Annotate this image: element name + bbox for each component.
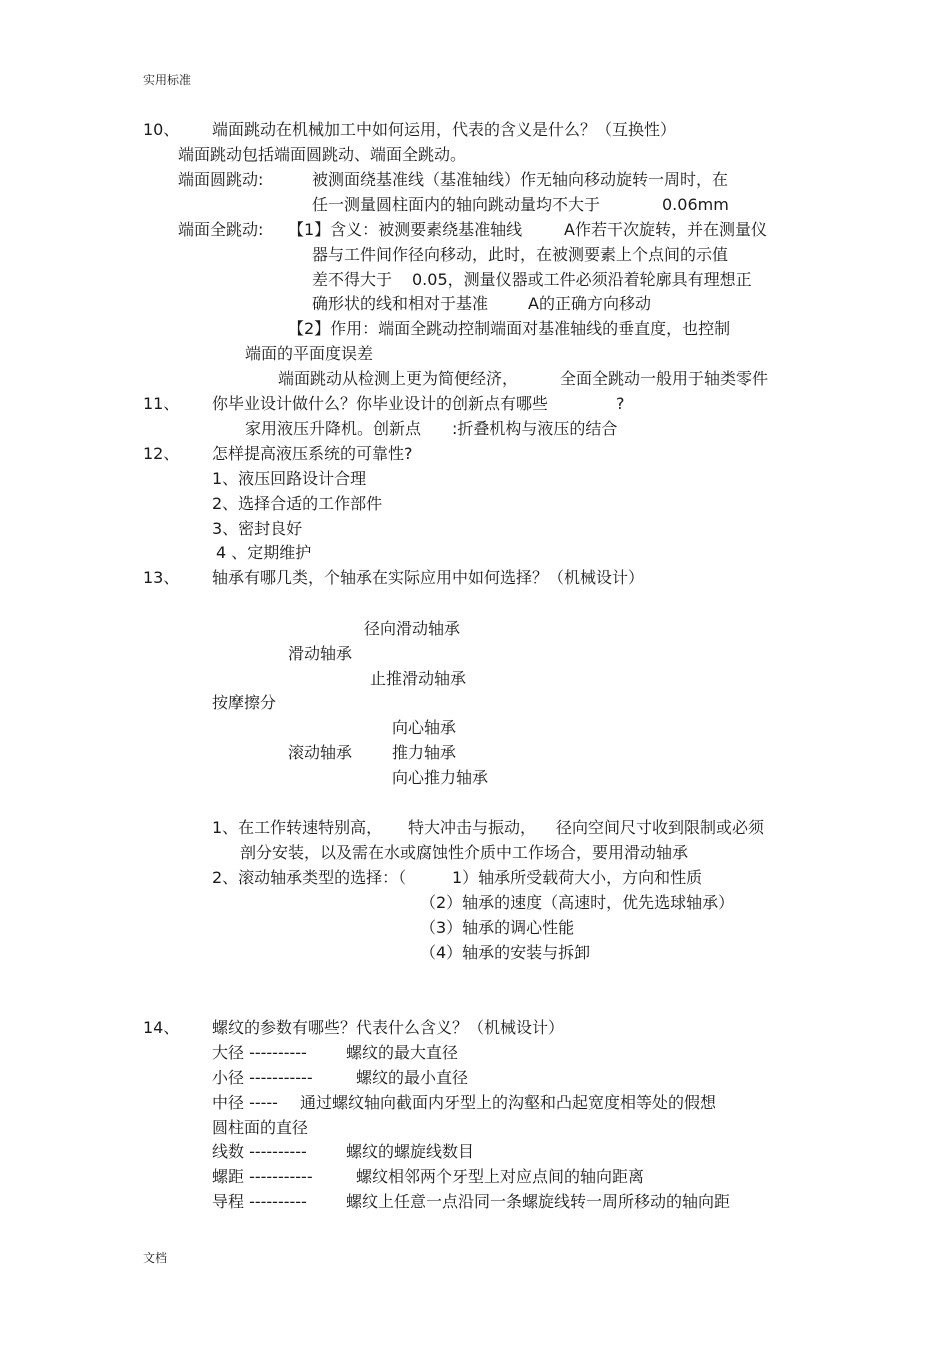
q14-question: 螺纹的参数有哪些？代表什么含义？（机械设计） (212, 1018, 565, 1037)
q10-full-1-pre: 【1】含义：被测要素绕基准轴线 (288, 220, 523, 239)
q13-tree-thrust: 推力轴承 (392, 743, 457, 762)
q10-full-line3b: 0.05，测量仪器或工件必须沿着轮廓具有理想正 (412, 270, 752, 289)
q10-circ-label: 端面圆跳动: (178, 170, 264, 189)
q13-tree-radial-ball: 向心轴承 (392, 718, 457, 737)
q10-full-1-a: A作若干次旋转，并在测量仪 (564, 220, 767, 239)
q11-number: 11、 (143, 394, 180, 413)
q14-param-def: 通过螺纹轴向截面内牙型上的沟壑和凸起宽度相等处的假想 (300, 1093, 717, 1112)
q13-sel1-line2: 剖分安装，以及需在水或腐蚀性介质中工作场合，要用滑动轴承 (240, 843, 689, 862)
q12-item: 2、选择合适的工作部件 (212, 494, 383, 513)
q13-tree-sliding: 滑动轴承 (288, 644, 353, 663)
q13-tree-radial-sliding: 径向滑动轴承 (364, 619, 461, 638)
q11-answer-a: 家用液压升降机。创新点 (245, 419, 422, 438)
q14-param-term: 螺距 ----------- (212, 1167, 313, 1186)
q12-item: 4 、定期维护 (216, 543, 312, 562)
q10-intro: 端面跳动包括端面圆跳动、端面全跳动。 (178, 145, 467, 164)
q13-sel2-item: （2）轴承的速度（高速时，优先选球轴承） (420, 893, 735, 912)
q10-summary-b: 全面全跳动一般用于轴类零件 (560, 369, 769, 388)
q10-full-line4b: A的正确方向移动 (528, 294, 651, 313)
q10-question: 端面跳动在机械加工中如何运用，代表的含义是什么？（互换性） (212, 120, 677, 139)
q14-param-term: 线数 ---------- (212, 1142, 307, 1161)
q12-question: 怎样提高液压系统的可靠性? (212, 444, 413, 463)
q14-param-def: 螺纹上任意一点沿同一条螺旋线转一周所移动的轴向距 (346, 1192, 731, 1211)
q10-full-2-line2: 端面的平面度误差 (245, 344, 374, 363)
q12-item: 1、液压回路设计合理 (212, 469, 367, 488)
q10-full-line2: 器与工件间作径向移动，此时，在被测要素上个点间的示值 (312, 245, 729, 264)
q10-summary-a: 端面跳动从检测上更为简便经济， (278, 369, 519, 388)
page-header: 实用标准 (143, 73, 192, 87)
q13-tree-rolling: 滚动轴承 (288, 743, 353, 762)
q13-sel2-b: 1）轴承所受载荷大小，方向和性质 (452, 868, 703, 887)
q10-circ-line2: 任一测量圆柱面内的轴向跳动量均不大于 (312, 195, 601, 214)
q14-param-def: 螺纹相邻两个牙型上对应点间的轴向距离 (356, 1167, 645, 1186)
q13-sel1-a: 1、在工作转速特别高， (212, 818, 383, 837)
q10-number: 10、 (143, 120, 180, 139)
q14-param-term: 导程 ---------- (212, 1192, 307, 1211)
q11-answer-b: :折叠机构与液压的结合 (452, 419, 618, 438)
q12-number: 12、 (143, 444, 180, 463)
q13-sel2-item: （4）轴承的安装与拆卸 (420, 943, 591, 962)
q10-full-line4a: 确形状的线和相对于基准 (312, 294, 489, 313)
q13-number: 13、 (143, 568, 180, 587)
page-footer: 文档 (143, 1251, 168, 1265)
q10-circ-value: 0.06mm (662, 195, 729, 214)
q10-full-line3a: 差不得大于 (312, 270, 393, 289)
q13-sel1-c: 径向空间尺寸收到限制或必须 (556, 818, 765, 837)
q14-param-term: 小径 ----------- (212, 1068, 313, 1087)
q13-question: 轴承有哪几类，个轴承在实际应用中如何选择？（机械设计） (212, 568, 645, 587)
q14-number: 14、 (143, 1018, 180, 1037)
q14-param-def: 螺纹的最小直径 (356, 1068, 469, 1087)
q13-sel1-b: 特大冲击与振动， (408, 818, 537, 837)
q13-tree-thrust-sliding: 止推滑动轴承 (370, 669, 467, 688)
q14-param-def: 圆柱面的直径 (212, 1118, 309, 1137)
q11-question-a: 你毕业设计做什么？你毕业设计的创新点有哪些 (212, 394, 549, 413)
q14-param-term: 中径 ----- (212, 1093, 278, 1112)
q13-tree-by-friction: 按摩擦分 (212, 693, 277, 712)
q10-full-label: 端面全跳动: (178, 220, 264, 239)
q10-circ-line1: 被测面绕基准线（基准轴线）作无轴向移动旋转一周时，在 (312, 170, 729, 189)
q13-tree-radial-thrust: 向心推力轴承 (392, 768, 489, 787)
q14-param-term: 大径 ---------- (212, 1043, 307, 1062)
q14-param-def: 螺纹的螺旋线数目 (346, 1142, 475, 1161)
q14-param-def: 螺纹的最大直径 (346, 1043, 459, 1062)
q13-sel2-a: 2、滚动轴承类型的选择：（ (212, 868, 407, 887)
q12-item: 3、密封良好 (212, 519, 303, 538)
q10-full-2-line1: 【2】作用：端面全跳动控制端面对基准轴线的垂直度，也控制 (288, 319, 731, 338)
q11-question-b: ? (616, 394, 625, 413)
q13-sel2-item: （3）轴承的调心性能 (420, 918, 575, 937)
